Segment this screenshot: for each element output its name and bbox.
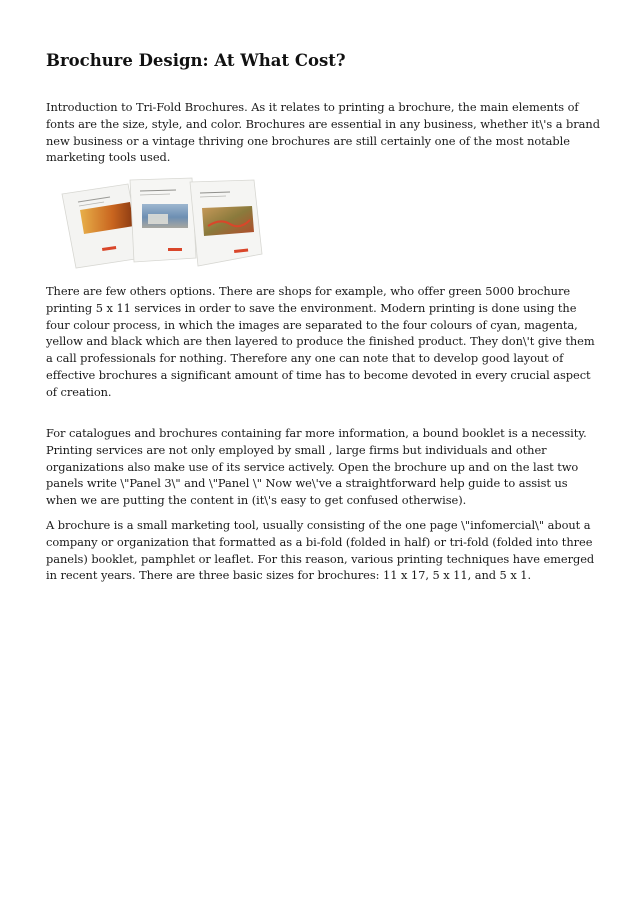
paragraph-catalogues: For catalogues and brochures containing far more information, a bound booklet is a necessity. Printing services are not only employed by small , large firms but individuals and other organizations also make use of its service actively. Open the brochure up and on the last two panels write \"Panel 3\" and \"Panel \" Now we\'ve a straightforward help guide to assist us when we are putting the content in (it\'s easy to get confused otherwise).	[46, 426, 587, 508]
brochures-illustration	[58, 174, 268, 270]
page-title: Brochure Design: At What Cost?	[46, 51, 346, 70]
brochures-image	[58, 174, 268, 270]
brochure-right	[190, 180, 262, 266]
brochure-middle	[130, 178, 196, 262]
brochure-left	[62, 184, 142, 268]
paragraph-intro: Introduction to Tri-Fold Brochures. As it relates to printing a brochure, the main elements of fonts are the size, style, and color. Brochures are essential in any business, whether it\'s a brand new business or a vintage thriving one brochures are still certainly one of the most notable marketing tools used.	[46, 100, 600, 165]
paragraph-options: There are few others options. There are shops for example, who offer green 5000 brochure printing 5 x 11 services in order to save the environment. Modern printing is done using the four colour process, in which the images are separated to the four colours of cyan, magenta, yellow and black which are then layered to produce the finished product. They don\'t give them a call professionals for nothing. Therefore any one can note that to develop good layout of effective brochures a significant amount of time has to become devoted in every crucial aspect of creation.	[46, 284, 595, 399]
paragraph-definition: A brochure is a small marketing tool, usually consisting of the one page \"infomercial\" about a company or organization that formatted as a bi-fold (folded in half) or tri-fold (folded into three panels) booklet, pamphlet or leaflet. For this reason, various printing techniques have emerged in recent years. There are three basic sizes for brochures: 11 x 17, 5 x 11, and 5 x 1.	[46, 518, 595, 583]
